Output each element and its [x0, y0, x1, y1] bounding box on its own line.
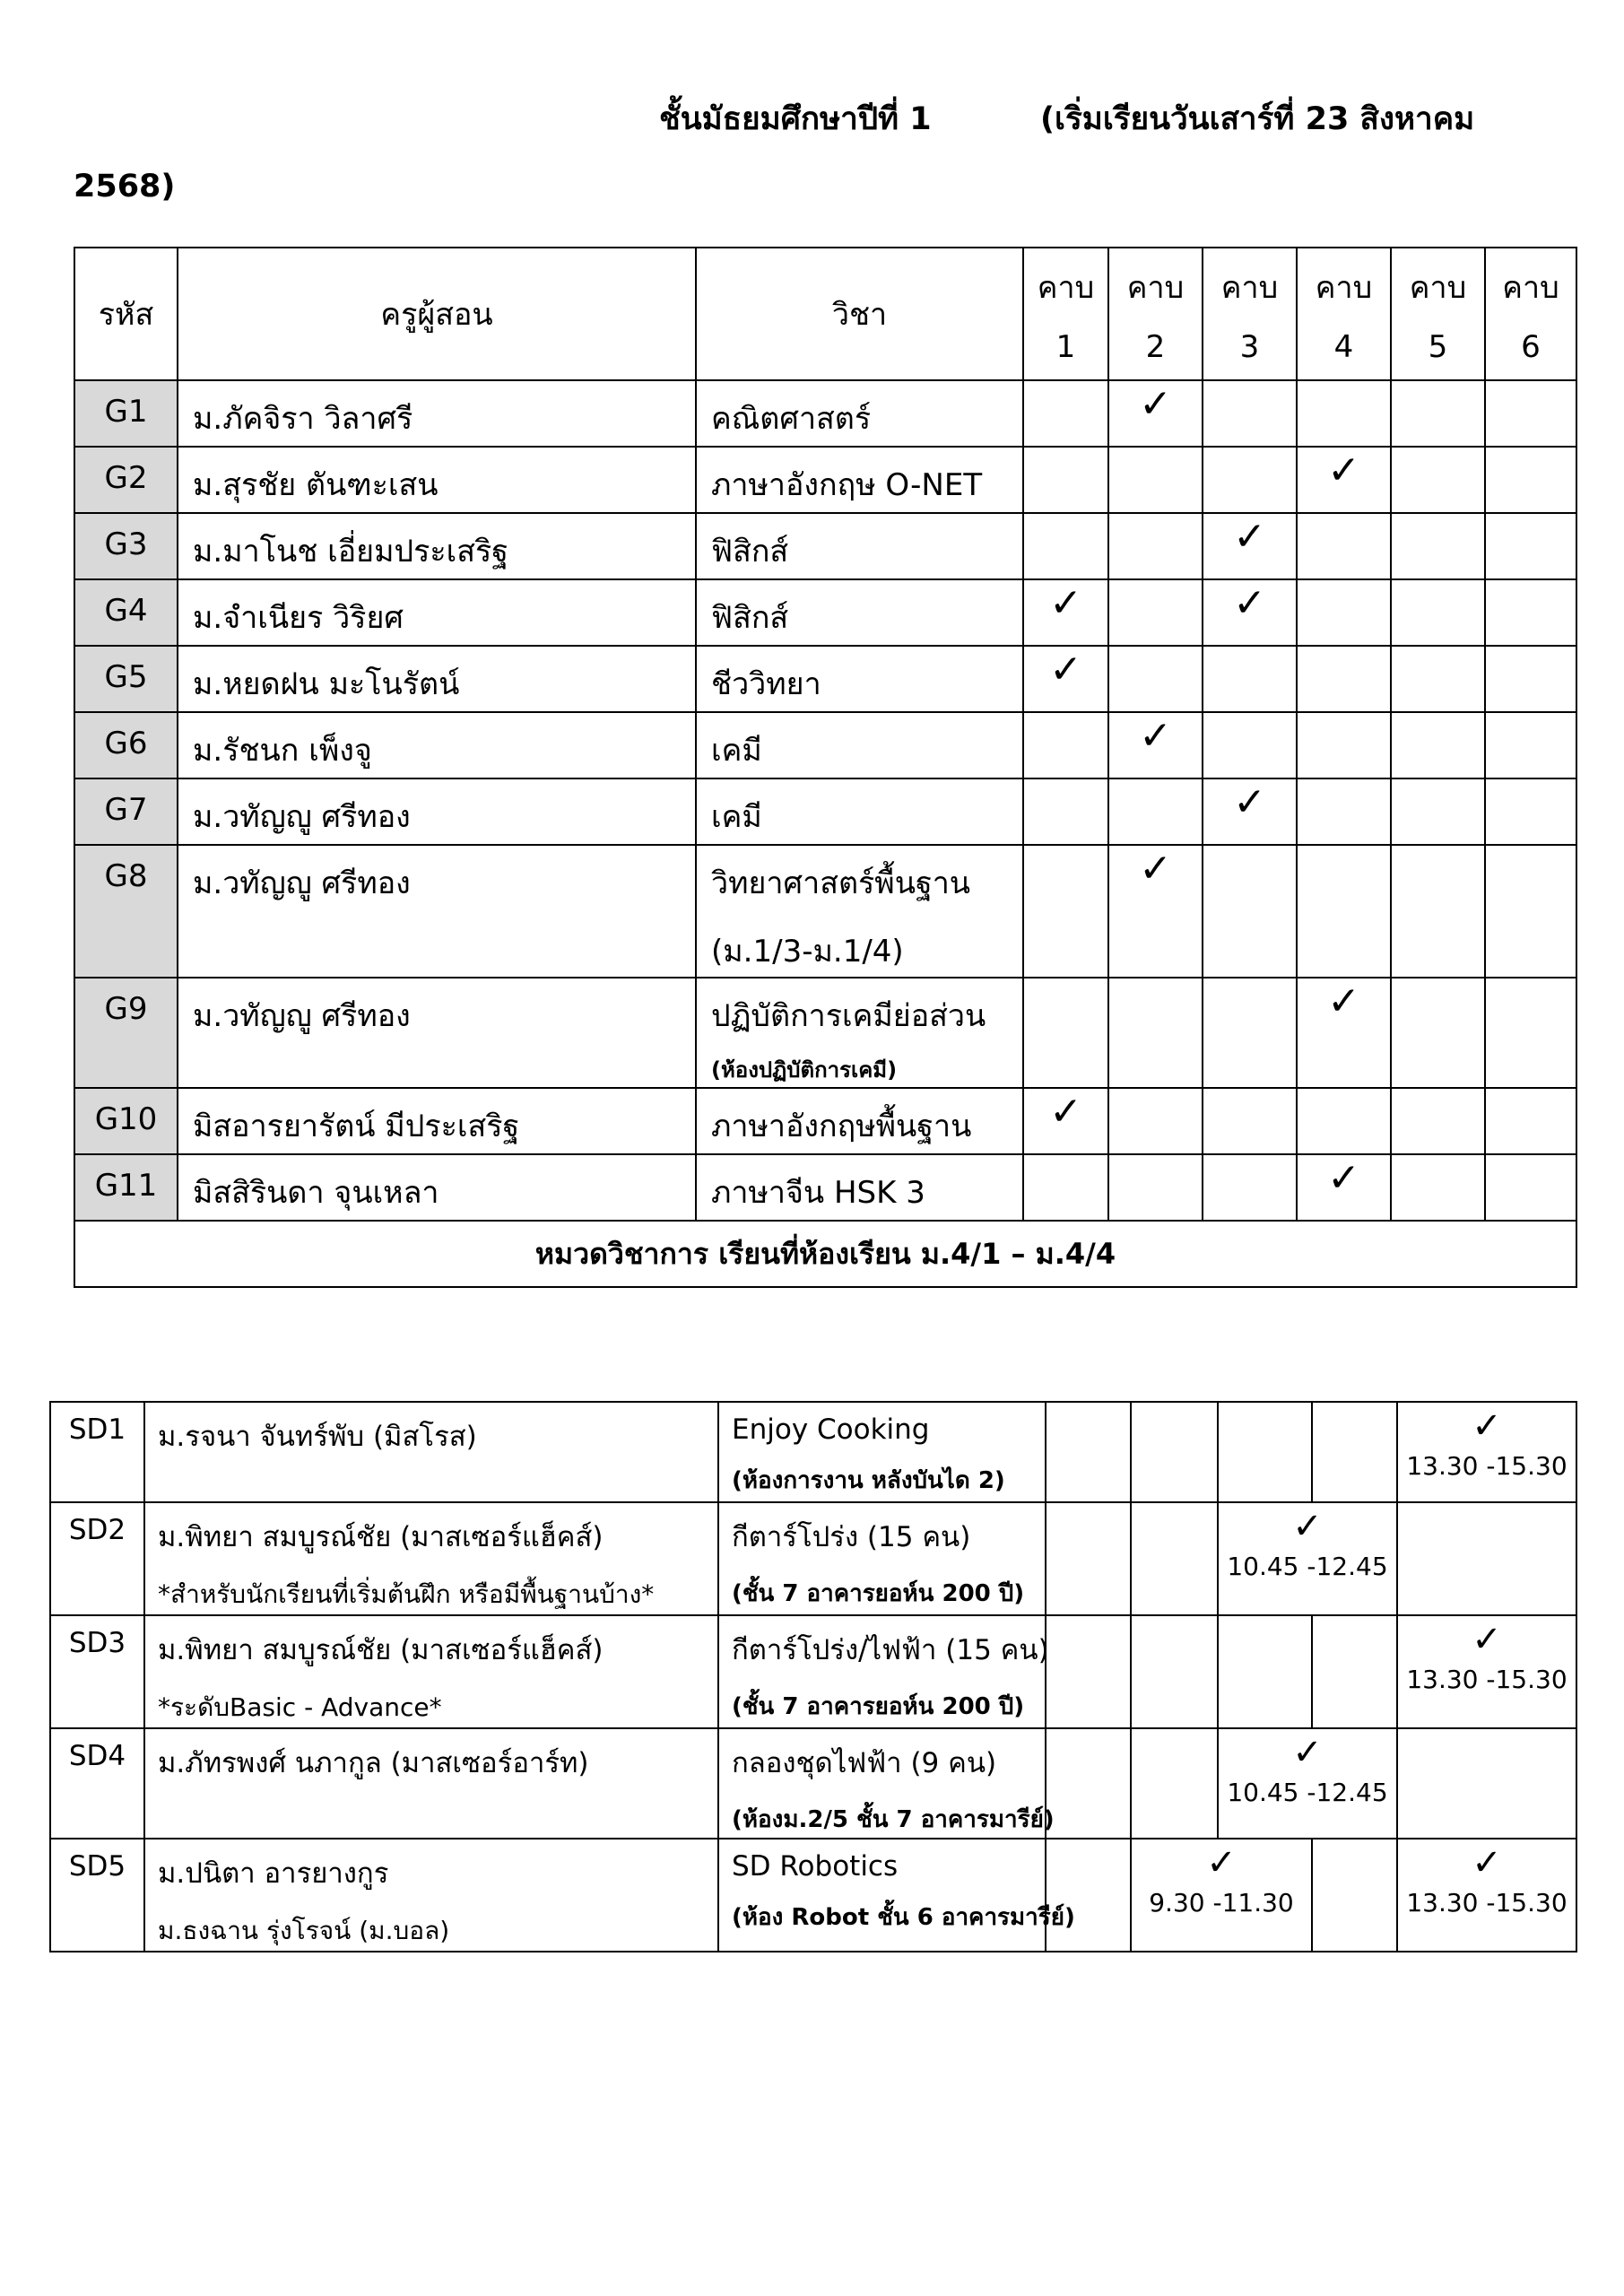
- sd-code: SD3: [50, 1615, 144, 1728]
- check-icon: ✓: [1233, 514, 1266, 560]
- sd-teacher: ม.พิทยา สมบูรณ์ชัย (มาสเซอร์แฮ็คส์) *ระดับBasic - Advance*: [144, 1615, 718, 1728]
- period-cell-checked: [1297, 978, 1391, 1088]
- row-subject: ปฏิบัติการเคมีย่อส่วน (ห้องปฏิบัติการเคมี): [696, 978, 1023, 1088]
- sd-row: [50, 1615, 1576, 1728]
- period-cell: [1023, 447, 1108, 513]
- period-cell: [1203, 712, 1297, 778]
- period-cell: [1297, 380, 1391, 447]
- period-cell: [1297, 1088, 1391, 1154]
- row-teacher: ม.ภัคจิรา วิลาศรี: [178, 380, 696, 447]
- row-subject: ภาษาอังกฤษพื้นฐาน: [696, 1088, 1023, 1154]
- header-period-3: คาบ 3: [1203, 248, 1297, 380]
- period-cell-checked: [1108, 845, 1203, 978]
- start-date-heading: (เริ่มเรียนวันเสาร์ที่ 23 สิงหาคม: [1040, 101, 1475, 137]
- empty-cell: [1312, 1839, 1397, 1952]
- row-subject: คณิตศาสตร์: [696, 380, 1023, 447]
- empty-cell: [1131, 1402, 1218, 1502]
- row-code: G5: [74, 646, 178, 712]
- row-teacher: ม.วทัญญู ศรีทอง: [178, 778, 696, 845]
- check-icon: ✓: [1327, 978, 1360, 1024]
- period-cell-checked: [1203, 579, 1297, 646]
- check-icon: ✓: [1327, 448, 1360, 493]
- period-cell: [1485, 978, 1576, 1088]
- sd-teacher-note: *ระดับBasic - Advance*: [158, 1692, 442, 1722]
- sd-location: (ห้องม.2/5 ชั้น 7 อาคารมารีย์): [732, 1806, 1055, 1833]
- sd-time-slot: ✓ 13.30 -15.30: [1397, 1615, 1576, 1728]
- row-teacher: ม.รัชนก เพ็งจู: [178, 712, 696, 778]
- check-icon: ✓: [1327, 1155, 1360, 1201]
- period-cell: [1023, 845, 1108, 978]
- period-cell: [1391, 1088, 1485, 1154]
- sd-teacher: ม.ภัทรพงศ์ นภากูล (มาสเซอร์อาร์ท): [144, 1728, 718, 1839]
- header-period-1: คาบ 1: [1023, 248, 1108, 380]
- row-subject: ภาษาอังกฤษ O-NET: [696, 447, 1023, 513]
- table-row: [74, 447, 1576, 513]
- period-cell: [1391, 1154, 1485, 1221]
- table-row: [74, 579, 1576, 646]
- empty-cell: [1312, 1402, 1397, 1502]
- table-row: [74, 1154, 1576, 1221]
- empty-cell: [1131, 1728, 1218, 1839]
- check-icon: ✓: [1472, 1405, 1502, 1447]
- period-cell: [1391, 579, 1485, 646]
- table-row: [74, 1088, 1576, 1154]
- period-cell: [1391, 978, 1485, 1088]
- period-cell: [1108, 646, 1203, 712]
- sd-code: SD4: [50, 1728, 144, 1839]
- sd-row: [50, 1502, 1576, 1615]
- row-code: G11: [74, 1154, 178, 1221]
- sd-row: [50, 1402, 1576, 1502]
- table-row: [74, 845, 1576, 978]
- period-cell: [1485, 845, 1576, 978]
- period-cell: [1485, 778, 1576, 845]
- period-cell: [1391, 778, 1485, 845]
- row-code: G1: [74, 380, 178, 447]
- sd-time-slot: ✓ 13.30 -15.30: [1397, 1839, 1576, 1952]
- sd-activity-table: [49, 1401, 1577, 1952]
- sd-code: SD2: [50, 1502, 144, 1615]
- period-cell: [1203, 978, 1297, 1088]
- period-cell-checked: [1203, 778, 1297, 845]
- empty-cell: [1131, 1615, 1218, 1728]
- row-code: G2: [74, 447, 178, 513]
- sd-teacher: ม.พิทยา สมบูรณ์ชัย (มาสเซอร์แฮ็คส์) *สำหรับนักเรียนที่เริ่มต้นฝึก หรือมีพื้นฐานบ้าง*: [144, 1502, 718, 1615]
- period-cell: [1485, 712, 1576, 778]
- row-subject: วิทยาศาสตร์พื้นฐาน (ม.1/3-ม.1/4): [696, 845, 1023, 978]
- period-cell: [1023, 978, 1108, 1088]
- sd-location: (ชั้น 7 อาคารยอห์น 200 ปี): [732, 1580, 1025, 1607]
- empty-cell: [1046, 1402, 1131, 1502]
- sd-subject: กีตาร์โปร่ง (15 คน) (ชั้น 7 อาคารยอห์น 200 ปี): [718, 1502, 1046, 1615]
- period-cell: [1108, 1154, 1203, 1221]
- footer-row: [74, 1221, 1576, 1287]
- empty-cell: [1312, 1615, 1397, 1728]
- sd-subject: กีตาร์โปร่ง/ไฟฟ้า (15 คน) (ชั้น 7 อาคารยอห์น 200 ปี): [718, 1615, 1046, 1728]
- period-cell-checked: [1023, 579, 1108, 646]
- check-icon: ✓: [1049, 580, 1082, 626]
- period-cell: [1297, 778, 1391, 845]
- empty-cell: [1218, 1615, 1312, 1728]
- empty-cell: [1046, 1839, 1131, 1952]
- period-cell: [1485, 380, 1576, 447]
- period-cell: [1391, 380, 1485, 447]
- header-code: รหัส: [74, 248, 178, 380]
- period-cell: [1391, 845, 1485, 978]
- row-teacher: ม.วทัญญู ศรีทอง: [178, 978, 696, 1088]
- row-subject: เคมี: [696, 778, 1023, 845]
- row-teacher: มิสสิรินดา จุนเหลา: [178, 1154, 696, 1221]
- sd-row: [50, 1839, 1576, 1952]
- period-cell: [1203, 447, 1297, 513]
- table-row: [74, 712, 1576, 778]
- check-icon: ✓: [1472, 1842, 1502, 1883]
- table-row: [74, 513, 1576, 579]
- schedule-table: [74, 247, 1577, 1288]
- check-icon: ✓: [1472, 1619, 1502, 1660]
- sd-location: (ห้องการงาน หลังบันได 2): [732, 1467, 1005, 1494]
- empty-cell: [1397, 1728, 1576, 1839]
- header-period-6: คาบ 6: [1485, 248, 1576, 380]
- period-cell: [1297, 579, 1391, 646]
- period-cell: [1485, 447, 1576, 513]
- period-cell: [1297, 646, 1391, 712]
- period-cell: [1297, 845, 1391, 978]
- period-cell-checked: [1023, 646, 1108, 712]
- row-teacher: ม.มาโนช เอี่ยมประเสริฐ: [178, 513, 696, 579]
- row-teacher: มิสอารยารัตน์ มีประเสริฐ: [178, 1088, 696, 1154]
- row-teacher: ม.วทัญญู ศรีทอง: [178, 845, 696, 978]
- period-cell: [1203, 1088, 1297, 1154]
- check-icon: ✓: [1139, 846, 1172, 891]
- period-cell: [1108, 1088, 1203, 1154]
- header-subject: วิชา: [696, 248, 1023, 380]
- header-period-2: คาบ 2: [1108, 248, 1203, 380]
- period-cell: [1203, 646, 1297, 712]
- check-icon: ✓: [1292, 1506, 1323, 1547]
- check-icon: ✓: [1139, 713, 1172, 759]
- sd-time-slot: ✓ 10.45 -12.45: [1218, 1728, 1397, 1839]
- empty-cell: [1046, 1728, 1131, 1839]
- table-row: [74, 778, 1576, 845]
- sd-subject: SD Robotics (ห้อง Robot ชั้น 6 อาคารมารีย์): [718, 1839, 1046, 1952]
- sd-location: (ห้อง Robot ชั้น 6 อาคารมารีย์): [732, 1904, 1075, 1931]
- row-code: G10: [74, 1088, 178, 1154]
- period-cell: [1023, 778, 1108, 845]
- period-cell: [1108, 513, 1203, 579]
- row-code: G9: [74, 978, 178, 1088]
- period-cell: [1391, 447, 1485, 513]
- year-heading: 2568): [74, 169, 176, 204]
- sd-time-slot: ✓ 9.30 -11.30: [1131, 1839, 1312, 1952]
- row-teacher: ม.จำเนียร วิริยศ: [178, 579, 696, 646]
- period-cell: [1023, 712, 1108, 778]
- row-subject: ฟิสิกส์: [696, 513, 1023, 579]
- row-code: G6: [74, 712, 178, 778]
- period-cell: [1108, 579, 1203, 646]
- header-row: [74, 248, 1576, 380]
- period-cell: [1485, 579, 1576, 646]
- period-cell: [1485, 646, 1576, 712]
- row-code: G7: [74, 778, 178, 845]
- period-cell: [1485, 1088, 1576, 1154]
- sd-teacher: ม.ปนิตา อารยางกูร ม.ธงฉาน รุ่งโรจน์ (ม.บอล): [144, 1839, 718, 1952]
- row-code: G4: [74, 579, 178, 646]
- table-footer: หมวดวิชาการ เรียนที่ห้องเรียน ม.4/1 – ม.4/4: [74, 1221, 1576, 1287]
- period-cell: [1203, 380, 1297, 447]
- check-icon: ✓: [1139, 381, 1172, 427]
- period-cell: [1023, 513, 1108, 579]
- grade-heading: ชั้นมัธยมศึกษาปีที่ 1: [659, 101, 932, 137]
- row-teacher: ม.สุรชัย ตันฑะเสน: [178, 447, 696, 513]
- period-cell-checked: [1203, 513, 1297, 579]
- row-subject: เคมี: [696, 712, 1023, 778]
- period-cell: [1297, 513, 1391, 579]
- empty-cell: [1218, 1402, 1312, 1502]
- row-teacher: ม.หยดฝน มะโนรัตน์: [178, 646, 696, 712]
- period-cell: [1297, 712, 1391, 778]
- sd-subject: กลองชุดไฟฟ้า (9 คน) (ห้องม.2/5 ชั้น 7 อาคารมารีย์): [718, 1728, 1046, 1839]
- check-icon: ✓: [1206, 1842, 1237, 1883]
- sd-row: [50, 1728, 1576, 1839]
- empty-cell: [1046, 1502, 1131, 1615]
- row-subject: ฟิสิกส์: [696, 579, 1023, 646]
- period-cell-checked: [1297, 1154, 1391, 1221]
- header-period-4: คาบ 4: [1297, 248, 1391, 380]
- period-cell: [1023, 380, 1108, 447]
- period-cell: [1485, 1154, 1576, 1221]
- row-subject: ภาษาจีน HSK 3: [696, 1154, 1023, 1221]
- sd-time-slot: ✓ 10.45 -12.45: [1218, 1502, 1397, 1615]
- check-icon: ✓: [1233, 580, 1266, 626]
- header-period-5: คาบ 5: [1391, 248, 1485, 380]
- period-cell: [1485, 513, 1576, 579]
- sd-time-slot: ✓ 13.30 -15.30: [1397, 1402, 1576, 1502]
- period-cell-checked: [1023, 1088, 1108, 1154]
- period-cell: [1108, 978, 1203, 1088]
- empty-cell: [1131, 1502, 1218, 1615]
- period-cell: [1391, 513, 1485, 579]
- period-cell: [1108, 778, 1203, 845]
- period-cell-checked: [1108, 380, 1203, 447]
- period-cell: [1203, 845, 1297, 978]
- row-subject-line2: (ม.1/3-ม.1/4): [711, 934, 904, 970]
- sd-teacher: ม.รจนา จันทร์พับ (มิสโรส): [144, 1402, 718, 1502]
- row-subject: ชีววิทยา: [696, 646, 1023, 712]
- sd-code: SD5: [50, 1839, 144, 1952]
- sd-subject: Enjoy Cooking (ห้องการงาน หลังบันได 2): [718, 1402, 1046, 1502]
- empty-cell: [1397, 1502, 1576, 1615]
- header-teacher: ครูผู้สอน: [178, 248, 696, 380]
- row-code: G3: [74, 513, 178, 579]
- check-icon: ✓: [1292, 1732, 1323, 1773]
- check-icon: ✓: [1049, 647, 1082, 692]
- empty-cell: [1046, 1615, 1131, 1728]
- row-code: G8: [74, 845, 178, 978]
- period-cell: [1203, 1154, 1297, 1221]
- sd-code: SD1: [50, 1402, 144, 1502]
- sd-teacher-2: ม.ธงฉาน รุ่งโรจน์ (ม.บอล): [158, 1916, 450, 1945]
- period-cell: [1023, 1154, 1108, 1221]
- table-row: [74, 978, 1576, 1088]
- table-row: [74, 380, 1576, 447]
- row-subject-note: (ห้องปฏิบัติการเคมี): [711, 1057, 898, 1083]
- sd-location: (ชั้น 7 อาคารยอห์น 200 ปี): [732, 1693, 1025, 1720]
- period-cell-checked: [1297, 447, 1391, 513]
- table-row: [74, 646, 1576, 712]
- sd-teacher-note: *สำหรับนักเรียนที่เริ่มต้นฝึก หรือมีพื้นฐานบ้าง*: [158, 1579, 655, 1609]
- period-cell: [1391, 712, 1485, 778]
- period-cell: [1391, 646, 1485, 712]
- period-cell-checked: [1108, 712, 1203, 778]
- period-cell: [1108, 447, 1203, 513]
- check-icon: ✓: [1233, 779, 1266, 825]
- check-icon: ✓: [1049, 1089, 1082, 1135]
